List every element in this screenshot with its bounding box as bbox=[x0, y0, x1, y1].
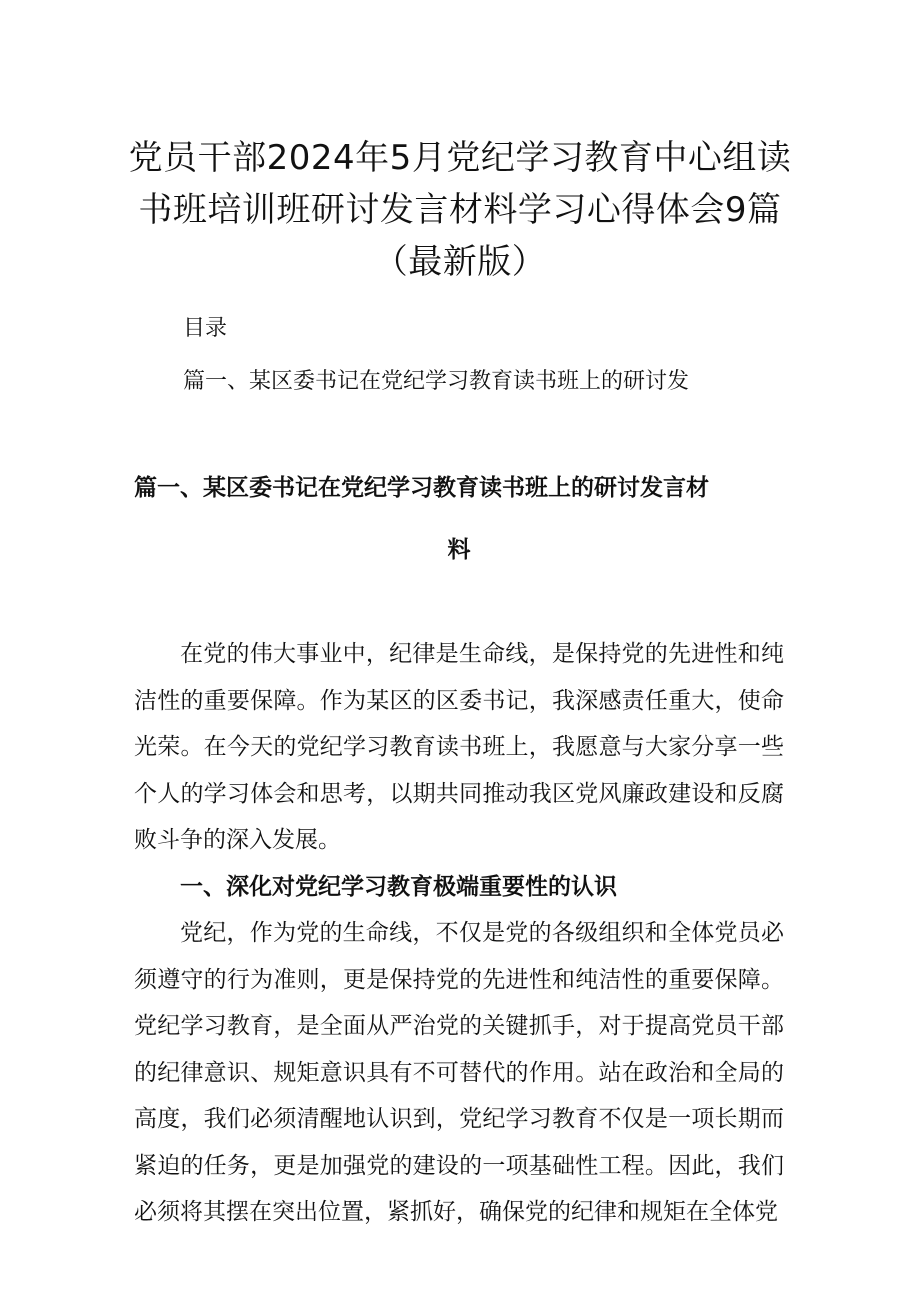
body-paragraph: 党纪，作为党的生命线，不仅是党的各级组织和全体党员必须遵守的行为准则，更是保持党的先进性和纯洁性的重要保障。党纪学习教育，是全面从严治党的关键抓手，对于提高党员干部的纪律意识、规矩意识具有不可替代的作用。站在政治和全局的高度，我们必须清醒地认识到，党纪学习教育不仅是一项长期而紧迫的任务，更是加强党的建设的一项基础性工程。因此，我们必须将其摆在突出位置，紧抓好，确保党的纪律和规矩在全体党 bbox=[134, 920, 784, 1225]
toc-item[interactable]: 篇一、某区委书记在党纪学习教育读书班上的研讨发 bbox=[183, 369, 690, 394]
section-heading bbox=[134, 472, 784, 566]
section-heading-line1: 篇一、某区委书记在党纪学习教育读书班上的研讨发言材 bbox=[134, 474, 709, 501]
document-title: 党员干部2024年5月党纪学习教育中心组读书班培训班研讨发言材料学习心得体会9篇（最新版） bbox=[128, 138, 792, 282]
section-subheading: 一、深化对党纪学习教育极端重要性的认识 bbox=[180, 872, 617, 900]
section-heading-line2: 料 bbox=[447, 536, 471, 563]
body-paragraph: 在党的伟大事业中，纪律是生命线，是保持党的先进性和纯洁性的重要保障。作为某区的区委书记，我深感责任重大，使命光荣。在今天的党纪学习教育读书班上，我愿意与大家分享一些个人的学习体会和思考，以期共同推动我区党风廉政建设和反腐败斗争的深入发展。 bbox=[134, 641, 784, 853]
toc-label: 目录 bbox=[183, 316, 228, 341]
section-body bbox=[134, 631, 784, 1236]
